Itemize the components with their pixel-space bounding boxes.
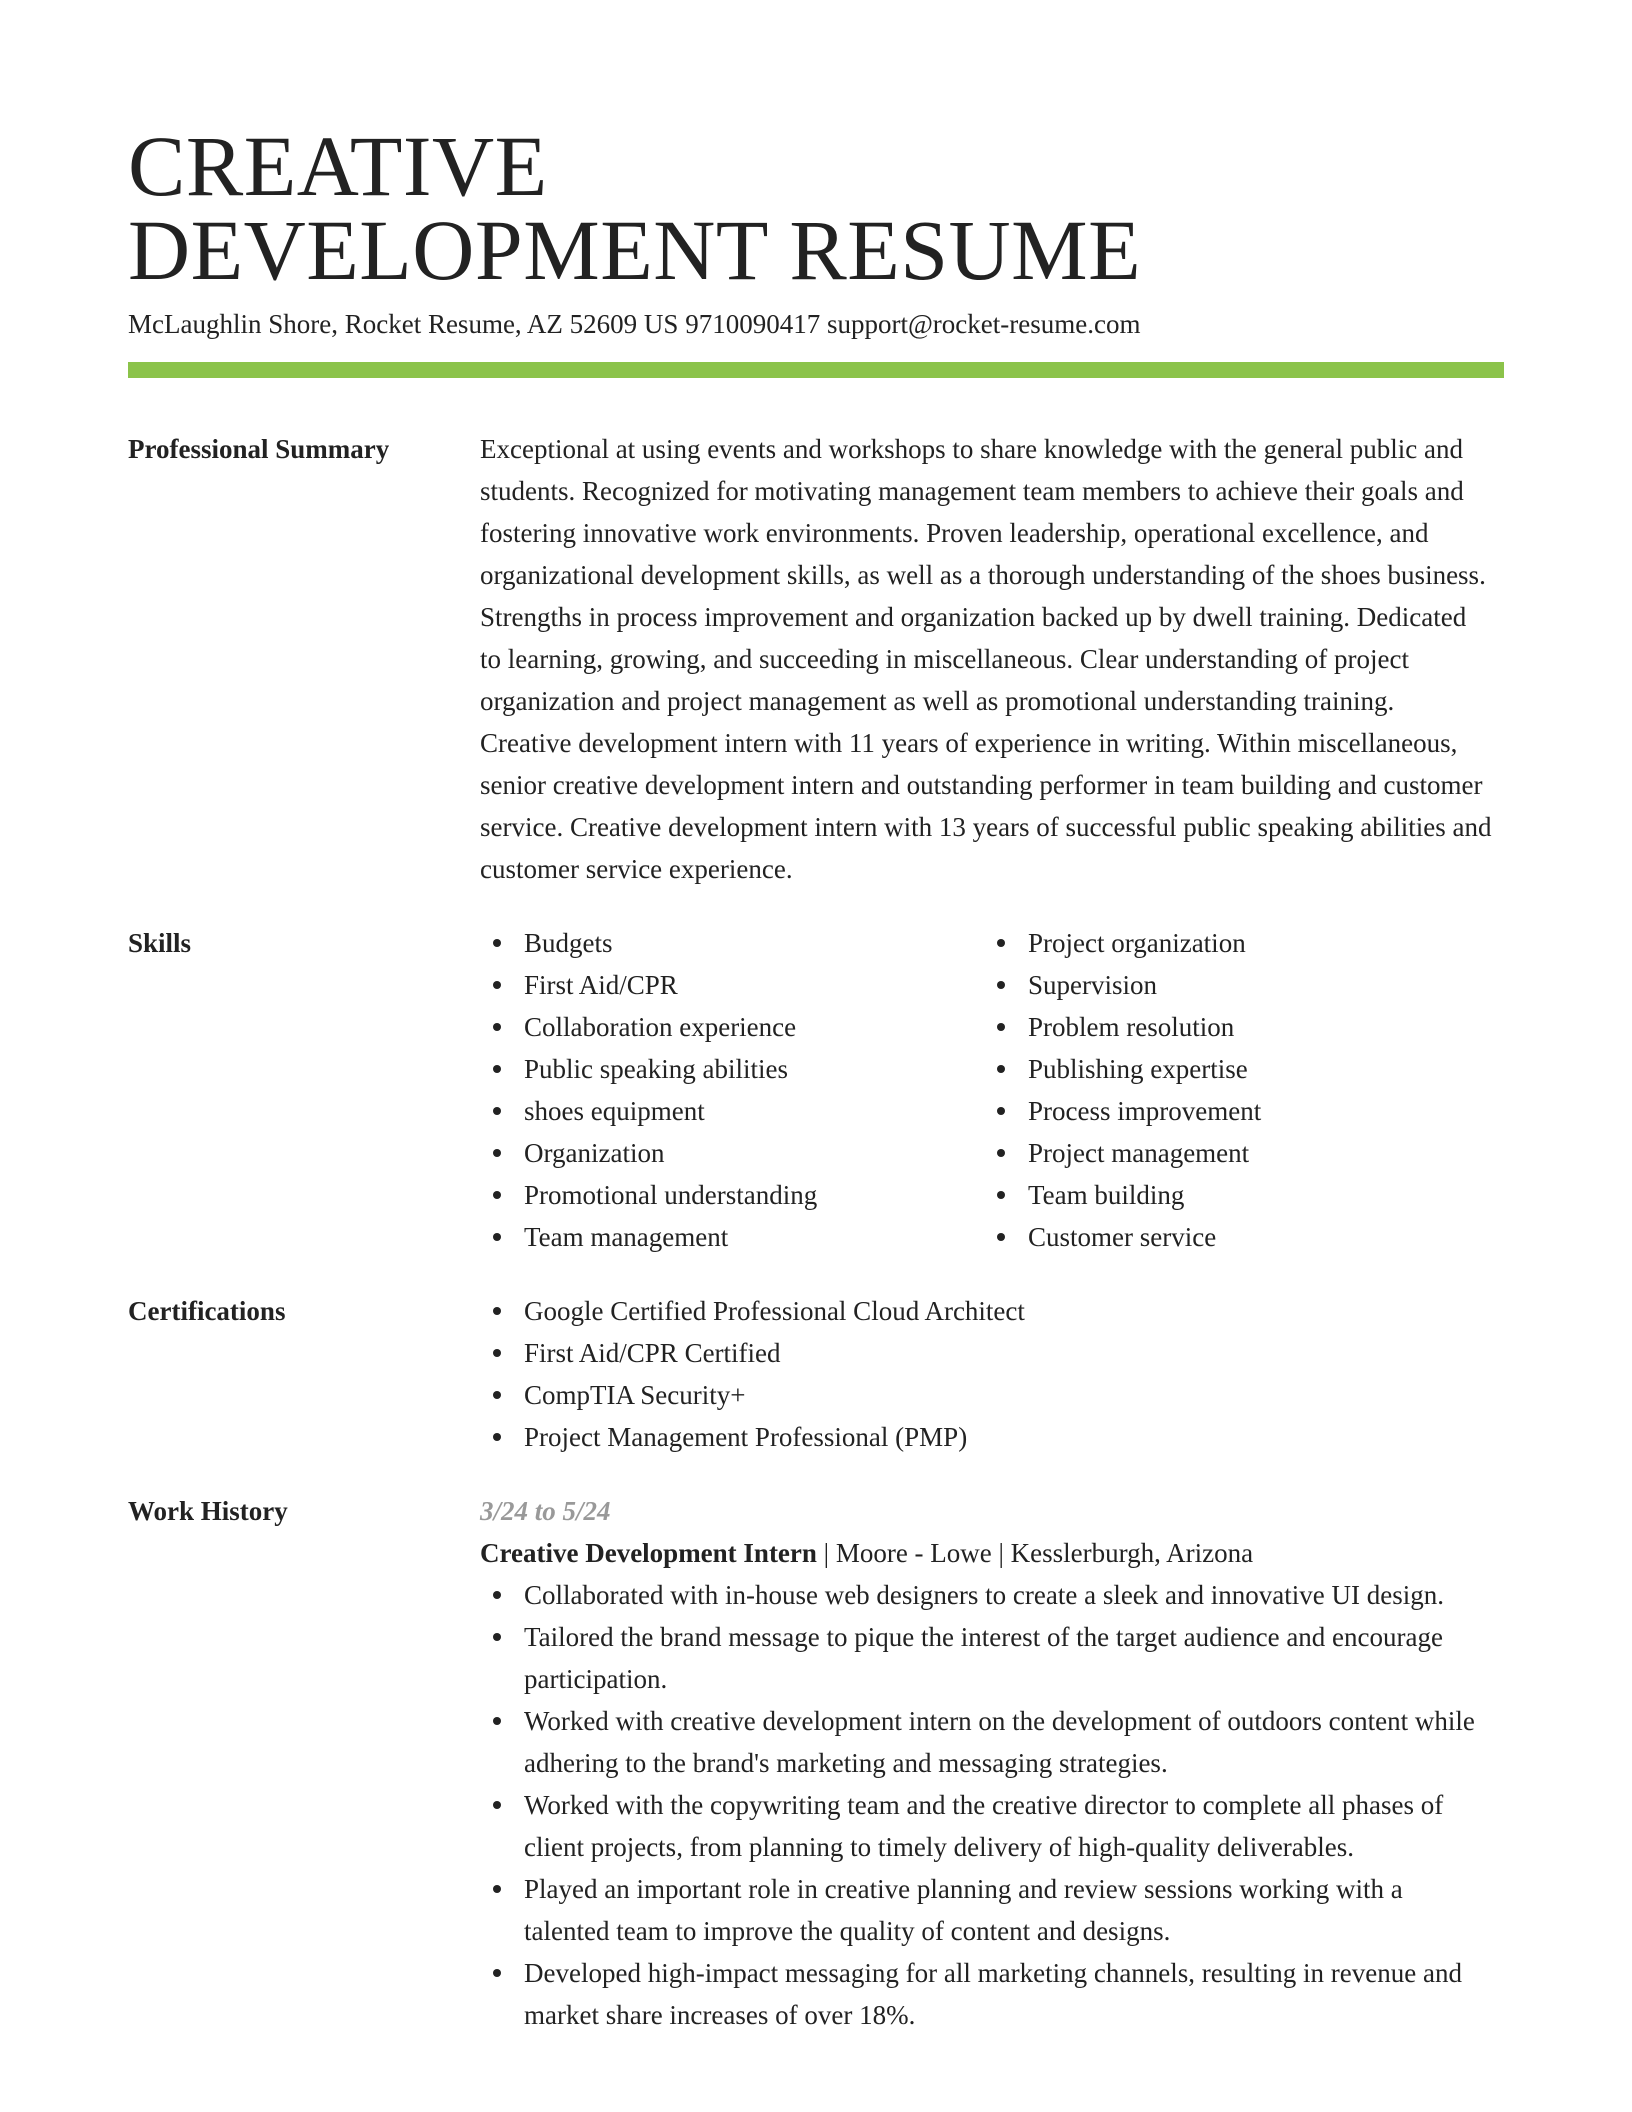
bullet-icon — [493, 1307, 501, 1315]
responsibility-text: Played an important role in creative planning and review sessions working with a talented team to improve the quality of content and designs. — [524, 1874, 1403, 1946]
skill-item — [480, 964, 984, 1006]
bullet-icon — [493, 981, 501, 989]
bullet-icon — [997, 1191, 1005, 1199]
summary-text: Exceptional at using events and workshops to share knowledge with the general public and students. Recognized for motivating management team members to achieve their goals and fostering innovative work environments. Proven leadership, operational excellence, and organizational development skills, as well as a thorough understanding of the shoes business. Strengths in process improvement and organization backed up by dwell training. Dedicated to learning, growing, and succeeding in miscellaneous. Clear understanding of project organization and project management as well as promotional understanding training. Creative development intern with 11 years of experience in writing. Within miscellaneous, senior creative development intern and outstanding performer in team building and customer service. Creative development intern with 13 years of successful public speaking abilities and customer service experience. — [480, 434, 1492, 884]
responsibility-item — [480, 1784, 1504, 1868]
skill-item — [984, 1132, 1488, 1174]
job-heading — [480, 1532, 1504, 1574]
certification-item — [480, 1416, 1504, 1458]
resume-title — [128, 0, 1504, 298]
skill-label: Customer service — [1028, 1222, 1217, 1252]
bullet-icon — [493, 1065, 501, 1073]
certification-label: First Aid/CPR Certified — [524, 1338, 781, 1368]
resume-title-line-1: CREATIVE — [128, 118, 548, 214]
responsibility-text: Worked with creative development intern on the development of outdoors content while adhering to the brand's marketing and messaging strategies. — [524, 1706, 1475, 1778]
bullet-icon — [493, 1023, 501, 1031]
bullet-icon — [493, 1969, 501, 1977]
bullet-icon — [493, 1633, 501, 1641]
summary-heading: Professional Summary — [128, 434, 390, 464]
bullet-icon — [493, 1233, 501, 1241]
bullet-icon — [493, 1885, 501, 1893]
responsibility-text: Tailored the brand message to pique the interest of the target audience and encourage participation. — [524, 1622, 1443, 1694]
skill-item — [480, 1090, 984, 1132]
skill-item — [984, 1048, 1488, 1090]
skill-item — [984, 1006, 1488, 1048]
responsibility-item — [480, 1952, 1504, 2036]
skill-label: Team building — [1028, 1180, 1185, 1210]
job-employer-location: | Moore - Lowe | Kesslerburgh, Arizona — [816, 1538, 1254, 1568]
skills-section — [128, 922, 1504, 1258]
contact-info: McLaughlin Shore, Rocket Resume, AZ 52609 US 9710090417 support@rocket-resume.com — [128, 309, 1141, 339]
bullet-icon — [493, 1591, 501, 1599]
skill-item — [480, 1132, 984, 1174]
skill-label: Process improvement — [1028, 1096, 1262, 1126]
responsibility-text: Worked with the copywriting team and the creative director to complete all phases of client projects, from planning to timely delivery of high-quality deliverables. — [524, 1790, 1444, 1862]
bullet-icon — [997, 981, 1005, 989]
skill-label: Supervision — [1028, 970, 1158, 1000]
bullet-icon — [997, 1149, 1005, 1157]
skill-item — [984, 922, 1488, 964]
skill-label: Project management — [1028, 1138, 1250, 1168]
bullet-icon — [493, 1433, 501, 1441]
skill-label: Budgets — [524, 928, 613, 958]
responsibility-text: Collaborated with in-house web designers to create a sleek and innovative UI design. — [524, 1580, 1444, 1610]
responsibility-item — [480, 1700, 1504, 1784]
skill-item — [480, 1216, 984, 1258]
skill-label: Organization — [524, 1138, 665, 1168]
job-title: Creative Development Intern — [480, 1538, 817, 1568]
skill-label: Problem resolution — [1028, 1012, 1235, 1042]
skill-label: Team management — [524, 1222, 729, 1252]
summary-section — [128, 428, 1504, 890]
certification-item — [480, 1290, 1504, 1332]
certification-item — [480, 1332, 1504, 1374]
certifications-list — [480, 1290, 1504, 1458]
skills-heading: Skills — [128, 928, 192, 958]
certifications-heading: Certifications — [128, 1296, 286, 1326]
responsibility-item — [480, 1574, 1504, 1616]
responsibility-text: Developed high-impact messaging for all marketing channels, resulting in revenue and market share increases of over 18%. — [524, 1958, 1462, 2030]
work-history-section — [128, 1490, 1504, 2036]
certification-item — [480, 1374, 1504, 1416]
skill-item — [984, 964, 1488, 1006]
certification-label: Project Management Professional (PMP) — [524, 1422, 968, 1452]
bullet-icon — [997, 1023, 1005, 1031]
skills-columns — [480, 922, 1504, 1258]
bullet-icon — [997, 939, 1005, 947]
skill-item — [480, 1048, 984, 1090]
resume-title-line-2: DEVELOPMENT RESUME — [128, 202, 1142, 298]
certifications-section — [128, 1290, 1504, 1458]
bullet-icon — [493, 1391, 501, 1399]
skill-item — [480, 1006, 984, 1048]
skill-label: Public speaking abilities — [524, 1054, 788, 1084]
skill-label: First Aid/CPR — [524, 970, 678, 1000]
job-entry — [480, 1490, 1504, 2036]
skill-item — [984, 1090, 1488, 1132]
bullet-icon — [493, 1149, 501, 1157]
skills-column-right — [984, 922, 1488, 1258]
skill-label: Project organization — [1028, 928, 1246, 958]
bullet-icon — [997, 1107, 1005, 1115]
bullet-icon — [493, 939, 501, 947]
accent-divider — [128, 362, 1504, 378]
job-responsibilities — [480, 1574, 1504, 2036]
skill-label: Publishing expertise — [1028, 1054, 1248, 1084]
certification-label: CompTIA Security+ — [524, 1380, 746, 1410]
skill-label: Collaboration experience — [524, 1012, 797, 1042]
skill-item — [984, 1174, 1488, 1216]
certification-label: Google Certified Professional Cloud Architect — [524, 1296, 1025, 1326]
responsibility-item — [480, 1616, 1504, 1700]
bullet-icon — [493, 1107, 501, 1115]
skill-label: shoes equipment — [524, 1096, 705, 1126]
skill-item — [480, 922, 984, 964]
skills-column-left — [480, 922, 984, 1258]
skill-label: Promotional understanding — [524, 1180, 818, 1210]
bullet-icon — [493, 1801, 501, 1809]
work-history-heading: Work History — [128, 1496, 288, 1526]
bullet-icon — [997, 1065, 1005, 1073]
bullet-icon — [493, 1191, 501, 1199]
skill-item — [480, 1174, 984, 1216]
skill-item — [984, 1216, 1488, 1258]
responsibility-item — [480, 1868, 1504, 1952]
resume-page — [128, 0, 1504, 2036]
job-dates: 3/24 to 5/24 — [480, 1496, 611, 1526]
bullet-icon — [493, 1349, 501, 1357]
bullet-icon — [997, 1233, 1005, 1241]
bullet-icon — [493, 1717, 501, 1725]
